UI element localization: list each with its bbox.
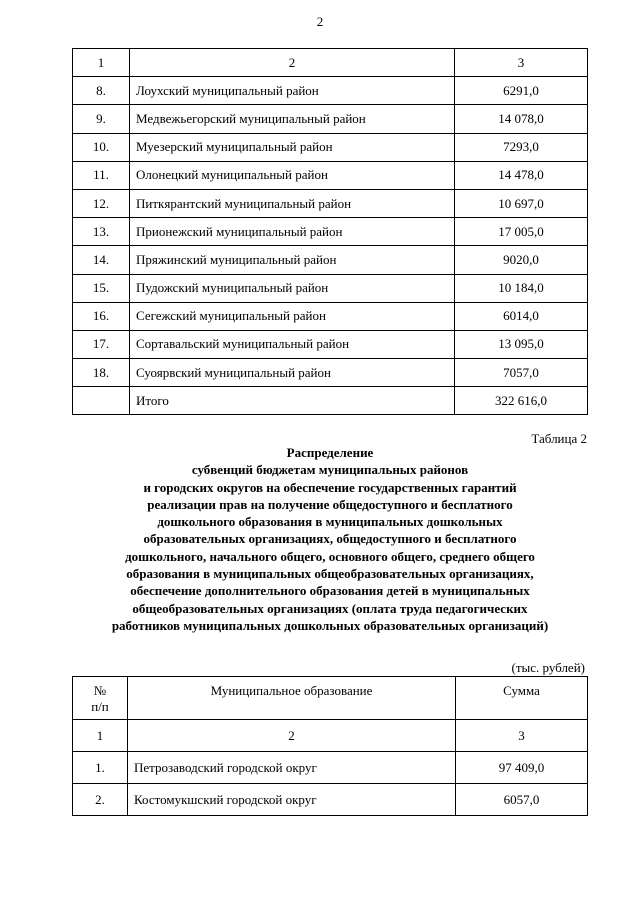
page-number: 2 bbox=[316, 14, 324, 29]
row-number-cell: 10. bbox=[73, 133, 130, 161]
heading-line: дошкольного образования в муниципальных дошкольных bbox=[157, 514, 503, 530]
heading-line: общеобразовательных организациях (оплата труда педагогических bbox=[132, 600, 528, 616]
total-amount-cell: 322 616,0 bbox=[455, 387, 588, 415]
municipality-cell: Петрозаводский городской округ bbox=[128, 752, 456, 784]
heading-line: и городских округов на обеспечение государственных гарантий bbox=[143, 479, 517, 495]
column-number-cell: 3 bbox=[455, 49, 588, 77]
column-number-cell: 2 bbox=[128, 720, 456, 752]
total-row bbox=[73, 387, 588, 415]
table-row bbox=[73, 274, 588, 302]
amount-cell: 6057,0 bbox=[456, 784, 588, 816]
heading-line: дошкольного, начального общего, основного общего, среднего общего bbox=[125, 548, 535, 564]
municipality-cell: Костомукшский городской округ bbox=[128, 784, 456, 816]
heading-line: образования в муниципальных общеобразовательных организациях, bbox=[126, 566, 534, 582]
row-number-cell: 18. bbox=[73, 359, 130, 387]
row-number-cell: 14. bbox=[73, 246, 130, 274]
table-row bbox=[73, 189, 588, 217]
units-label: (тыс. рублей) bbox=[511, 660, 585, 675]
row-number-cell: 13. bbox=[73, 218, 130, 246]
amount-cell: 14 078,0 bbox=[455, 105, 588, 133]
municipality-cell: Сегежский муниципальный район bbox=[130, 302, 455, 330]
empty-cell bbox=[73, 387, 130, 415]
table-row bbox=[73, 784, 588, 816]
row-number-cell: 15. bbox=[73, 274, 130, 302]
row-number-cell: 9. bbox=[73, 105, 130, 133]
municipality-cell: Пряжинский муниципальный район bbox=[130, 246, 455, 274]
amount-cell: 7057,0 bbox=[455, 359, 588, 387]
table-row bbox=[73, 246, 588, 274]
heading-line: работников муниципальных дошкольных образовательных организаций) bbox=[111, 617, 549, 633]
municipality-cell: Сортавальский муниципальный район bbox=[130, 330, 455, 358]
amount-cell: 6014,0 bbox=[455, 302, 588, 330]
row-number-cell: 12. bbox=[73, 189, 130, 217]
amount-cell: 14 478,0 bbox=[455, 161, 588, 189]
district-subsidy-table bbox=[72, 48, 588, 415]
column-number-cell: 2 bbox=[130, 49, 455, 77]
amount-cell: 10 184,0 bbox=[455, 274, 588, 302]
row-number-cell: 8. bbox=[73, 77, 130, 105]
row-number-cell: 17. bbox=[73, 330, 130, 358]
row-number-cell: 16. bbox=[73, 302, 130, 330]
municipality-cell: Лоухский муниципальный район bbox=[130, 77, 455, 105]
column-number-cell: 3 bbox=[456, 720, 588, 752]
distribution-heading bbox=[40, 444, 620, 634]
table-row bbox=[73, 218, 588, 246]
table-label: Таблица 2 bbox=[531, 431, 587, 446]
municipality-cell: Олонецкий муниципальный район bbox=[130, 161, 455, 189]
table-row bbox=[73, 302, 588, 330]
column-number-cell: 1 bbox=[73, 49, 130, 77]
amount-cell: 7293,0 bbox=[455, 133, 588, 161]
number-header: № п/п bbox=[73, 677, 128, 720]
row-number-cell: 11. bbox=[73, 161, 130, 189]
amount-cell: 6291,0 bbox=[455, 77, 588, 105]
municipality-cell: Муезерский муниципальный район bbox=[130, 133, 455, 161]
amount-header: Сумма bbox=[456, 677, 588, 720]
amount-cell: 17 005,0 bbox=[455, 218, 588, 246]
municipality-cell: Питкярантский муниципальный район bbox=[130, 189, 455, 217]
table-row bbox=[73, 359, 588, 387]
row-number-cell: 1. bbox=[73, 752, 128, 784]
municipality-cell: Суоярвский муниципальный район bbox=[130, 359, 455, 387]
amount-cell: 97 409,0 bbox=[456, 752, 588, 784]
table-row bbox=[73, 330, 588, 358]
column-number-cell: 1 bbox=[73, 720, 128, 752]
municipality-cell: Медвежьегорский муниципальный район bbox=[130, 105, 455, 133]
table-row bbox=[73, 77, 588, 105]
header-row bbox=[73, 677, 588, 720]
amount-cell: 10 697,0 bbox=[455, 189, 588, 217]
municipality-cell: Пудожский муниципальный район bbox=[130, 274, 455, 302]
table-row bbox=[73, 133, 588, 161]
heading-line: обеспечение дополнительного образования детей в муниципальных bbox=[130, 583, 530, 599]
column-number-row bbox=[73, 720, 588, 752]
table-row bbox=[73, 161, 588, 189]
heading-line: Распределение bbox=[286, 445, 374, 460]
total-label-cell: Итого bbox=[130, 387, 455, 415]
table-row bbox=[73, 752, 588, 784]
heading-line: образовательных организациях, общедоступного и бесплатного bbox=[143, 531, 517, 547]
municipality-cell: Прионежский муниципальный район bbox=[130, 218, 455, 246]
row-number-cell: 2. bbox=[73, 784, 128, 816]
amount-cell: 13 095,0 bbox=[455, 330, 588, 358]
heading-line: субвенций бюджетам муниципальных районов bbox=[191, 462, 469, 478]
municipality-header: Муниципальное образование bbox=[128, 677, 456, 720]
column-number-row bbox=[73, 49, 588, 77]
heading-line: реализации прав на получение общедоступного и бесплатного bbox=[147, 496, 513, 512]
amount-cell: 9020,0 bbox=[455, 246, 588, 274]
table-row bbox=[73, 105, 588, 133]
education-subsidy-table bbox=[72, 676, 588, 816]
